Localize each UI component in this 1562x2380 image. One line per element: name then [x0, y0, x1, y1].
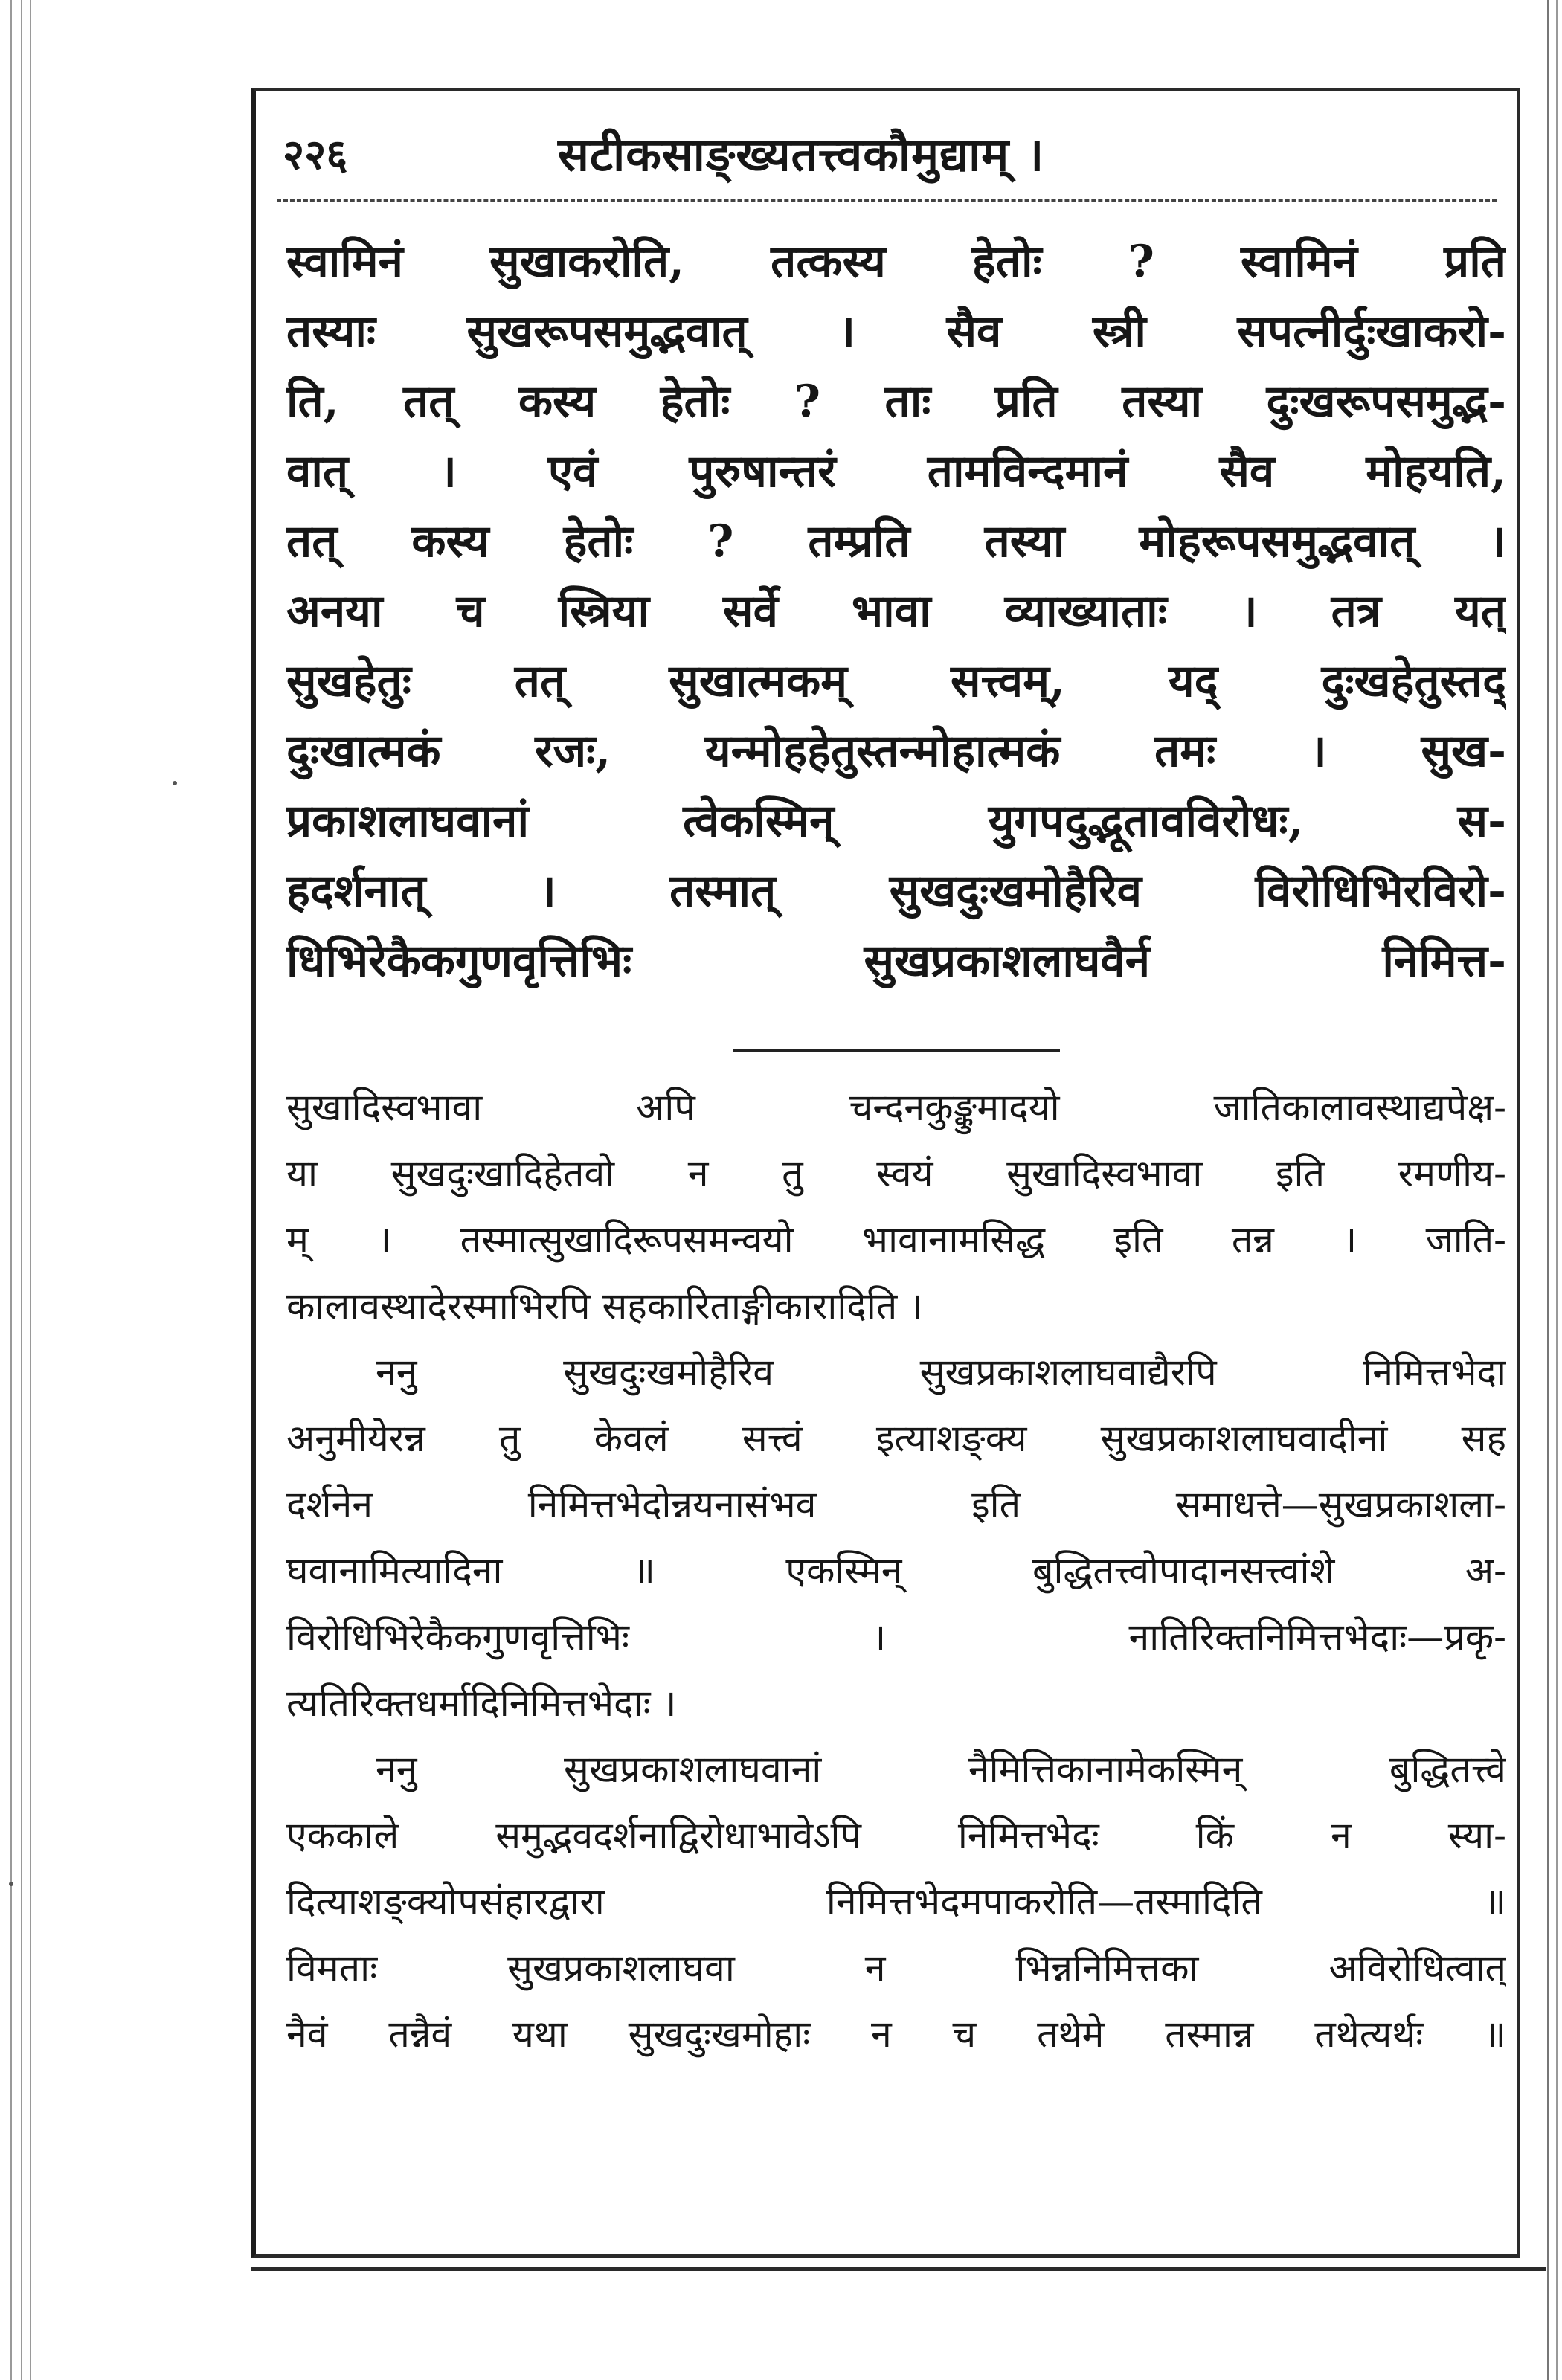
main-text-line: अनया च स्त्रिया सर्वे भावा व्याख्याताः । तत्र यत् — [286, 585, 1506, 637]
commentary-line: एककाले समुद्भवदर्शनाद्विरोधाभावेऽपि निमित्तभेदः किं न स्या- — [286, 1814, 1506, 1857]
commentary-line: ननु सुखप्रकाशलाघवानां नैमित्तिकानामेकस्मिन् बुद्धितत्त्वे — [376, 1748, 1506, 1791]
main-text-line: तत् कस्य हेतोः ? तम्प्रति तस्या मोहरूपसमुद्भवात् । — [286, 515, 1506, 567]
commentary-line: म् । तस्मात्सुखादिरूपसमन्वयो भावानामसिद्ध इति तन्न । जाति- — [286, 1218, 1506, 1261]
main-text-line: सुखहेतुः तत् सुखात्मकम् सत्त्वम्, यद् दुःखहेतुस्तद् — [286, 655, 1506, 707]
main-text-line: स्वामिनं सुखाकरोति, तत्कस्य हेतोः ? स्वामिनं प्रति — [286, 236, 1506, 288]
commentary-separator — [733, 1049, 1060, 1052]
main-text-line: दुःखात्मकं रजः, यन्मोहहेतुस्तन्मोहात्मकं तमः । सुख- — [286, 725, 1506, 777]
margin-speck — [173, 781, 177, 785]
commentary-line: विरोधिभिरेकैकगुणवृत्तिभिः । नातिरिक्तनिमित्तभेदाः—प्रकृ- — [286, 1615, 1506, 1659]
commentary-line: अनुमीयेरन्न तु केवलं सत्त्वं इत्याशङ्क्य सुखप्रकाशलाघवादीनां सह — [286, 1417, 1506, 1460]
main-text-line: वात् । एवं पुरुषान्तरं तामविन्दमानं सैव मोहयति, — [286, 446, 1506, 498]
main-text-line: हदर्शनात् । तस्मात् सुखदुःखमोहैरिव विरोधिभिरविरो- — [286, 865, 1506, 917]
page-number: २२६ — [283, 130, 348, 179]
main-text-line: ति, तत् कस्य हेतोः ? ताः प्रति तस्या दुःखरूपसमुद्भ- — [286, 376, 1506, 428]
commentary-line: ननु सुखदुःखमोहैरिव सुखप्रकाशलाघवाद्यैरपि निमित्तभेदा — [376, 1351, 1506, 1394]
main-text-line: धिभिरेकैकगुणवृत्तिभिः सुखप्रकाशलाघवैर्न निमित्त- — [286, 935, 1506, 987]
running-title: सटीकसाङ्ख्यतत्त्वकौमुद्याम् । — [558, 127, 1045, 181]
commentary-line: या सुखदुःखादिहेतवो न तु स्वयं सुखादिस्वभावा इति रमणीय- — [286, 1152, 1506, 1195]
main-text-block — [286, 227, 1506, 996]
commentary-line: त्यतिरिक्तधर्मादिनिमित्तभेदाः । — [286, 1682, 677, 1725]
page-header — [275, 112, 1502, 193]
header-divider — [277, 199, 1497, 202]
commentary-line: दर्शनेन निमित्तभेदोन्नयनासंभव इति समाधत्ते—सुखप्रकाशला- — [286, 1483, 1506, 1526]
binding-edge-line — [10, 0, 12, 2380]
commentary-line: सुखादिस्वभावा अपि चन्दनकुङ्कुमादयो जातिकालावस्थाद्यपेक्ष- — [286, 1086, 1506, 1129]
commentary-line: विमताः सुखप्रकाशलाघवा न भिन्ननिमित्तका अविरोधित्वात् — [286, 1946, 1506, 1990]
margin-speck — [9, 1882, 13, 1886]
binding-edge-line — [1556, 0, 1558, 2380]
binding-edge-line — [21, 0, 22, 2380]
binding-edge-line — [30, 0, 31, 2380]
main-text-line: प्रकाशलाघवानां त्वेकस्मिन् युगपदुद्भूतावविरोधः, स- — [286, 795, 1506, 847]
commentary-line: कालावस्थादेरस्माभिरपि सहकारिताङ्गीकारादिति । — [286, 1284, 924, 1328]
main-text-line: तस्याः सुखरूपसमुद्भवात् । सैव स्त्री सपत्नीर्दुःखाकरो- — [286, 306, 1506, 358]
binding-edge-line — [1547, 0, 1549, 2380]
commentary-block — [286, 1075, 1506, 2068]
commentary-line: नैवं तन्नैवं यथा सुखदुःखमोहाः न च तथेमे तस्मान्न तथेत्यर्थः ॥ — [286, 2013, 1506, 2056]
commentary-line: घवानामित्यादिना ॥ एकस्मिन् बुद्धितत्त्वोपादानसत्त्वांशे अ- — [286, 1549, 1506, 1592]
commentary-line: दित्याशङ्क्योपसंहारद्वारा निमित्तभेदमपाकरोति—तस्मादिति ॥ — [286, 1880, 1506, 1923]
